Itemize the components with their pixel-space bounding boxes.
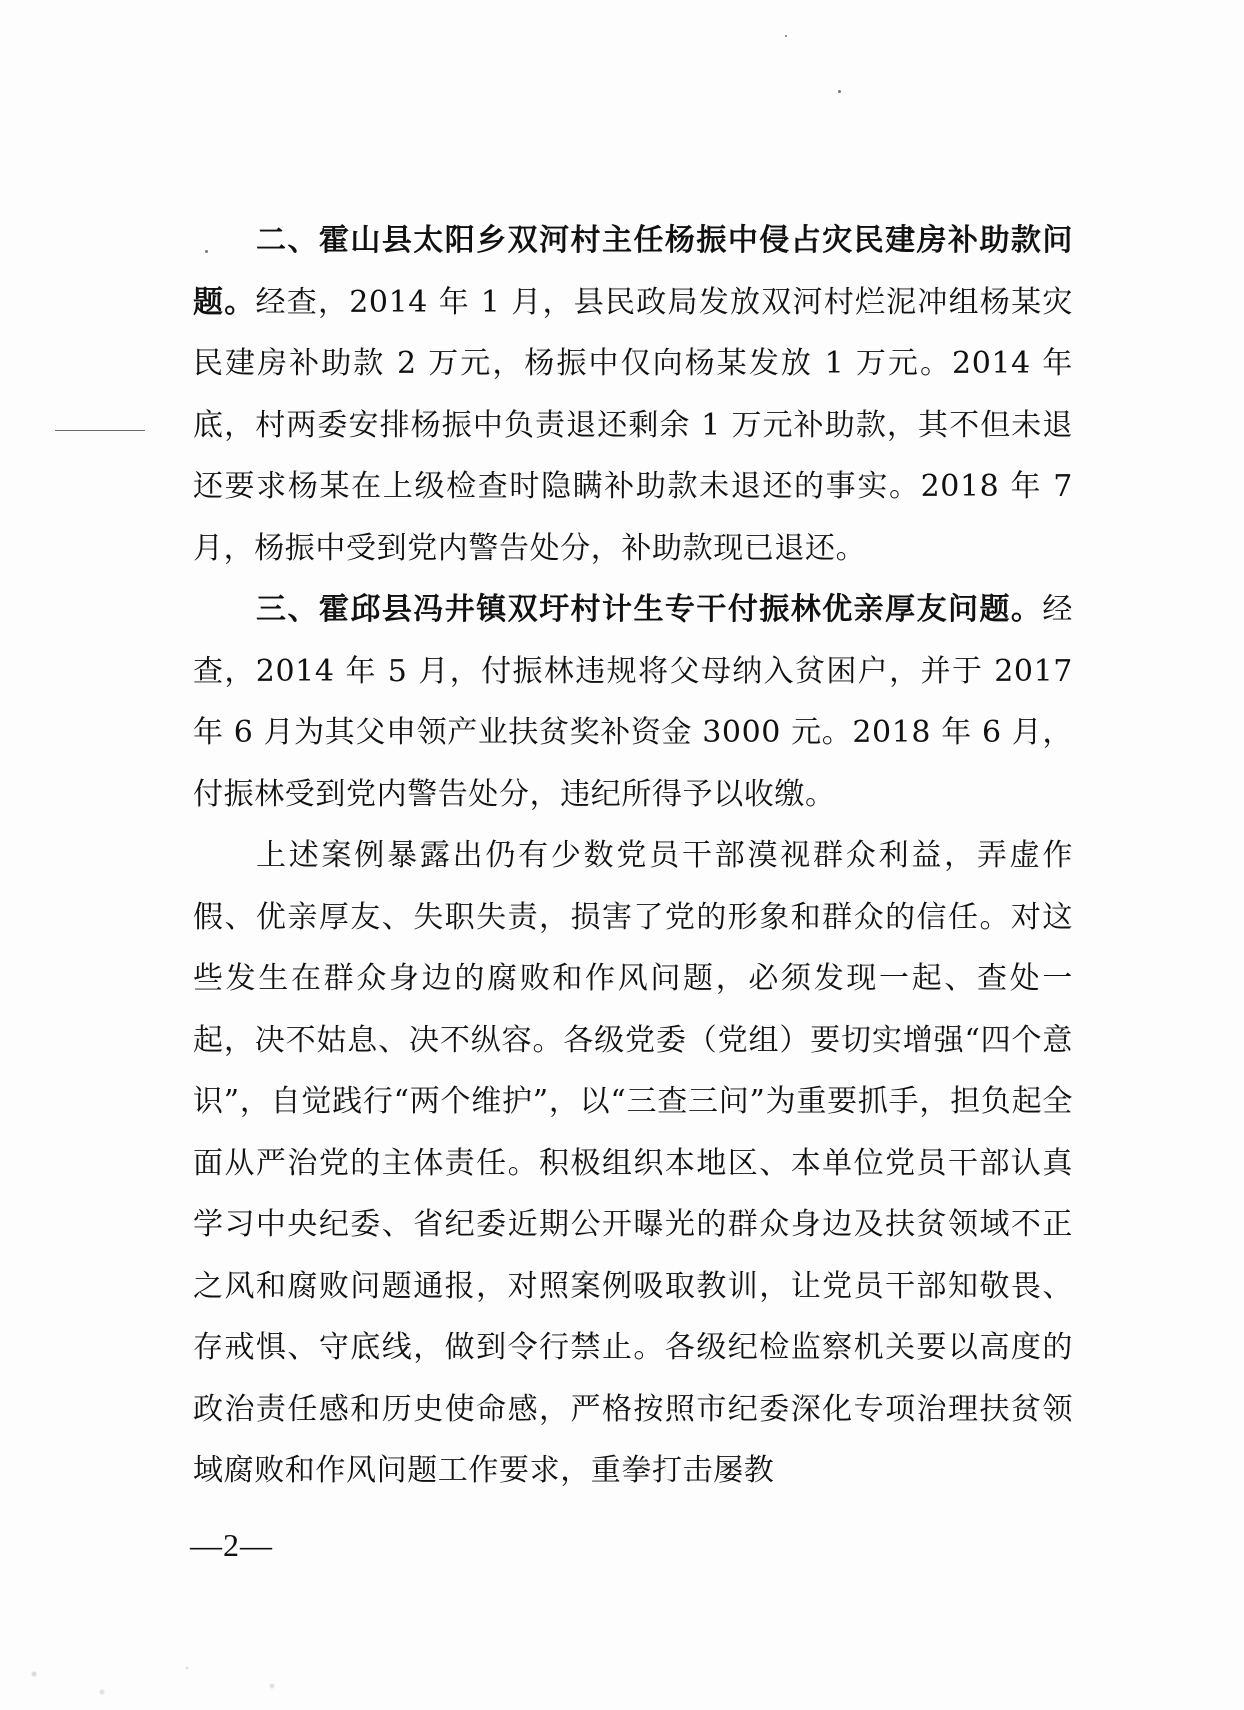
scan-artifact-noise [0, 1650, 340, 1710]
scan-artifact-line [55, 430, 145, 431]
paragraph-body: 经查，2014 年 5 月，付振林违规将父母纳入贫困户，并于 2017 年 6 月为其父申领产业扶贫奖补资金 3000 元。2018 年 6 月，付振林受到党内警告处分，违纪所得予以收缴。 [193, 592, 1073, 812]
body-text [193, 210, 1073, 1502]
page-number: —2— [190, 1527, 273, 1563]
scan-artifact-dot [785, 35, 787, 37]
paragraph-summary [193, 825, 1073, 1502]
scan-artifact-dot [838, 90, 841, 93]
paragraph-heading: 二、霍山县太阳乡双河村主任杨振中侵占灾民建房补助款问题。 [193, 223, 1073, 320]
paragraph-body: 上述案例暴露出仍有少数党员干部漠视群众利益，弄虚作假、优亲厚友、失职失责，损害了党的形象和群众的信任。对这些发生在群众身边的腐败和作风问题，必须发现一起、查处一起，决不姑息、决不纵容。各级党委（党组）要切实增强“四个意识”，自觉践行“两个维护”，以“三查三问”为重要抓手，担负起全面从严治党的主体责任。积极组织本地区、本单位党员干部认真学习中央纪委、省纪委近期公开曝光的群众身边及扶贫领域不正之风和腐败问题通报，对照案例吸取教训，让党员干部知敬畏、存戒惧、守底线，做到令行禁止。各级纪检监察机关要以高度的政治责任感和历史使命感，严格按照市纪委深化专项治理扶贫领域腐败和作风问题工作要求，重拳打击屡教 [193, 838, 1073, 1488]
paragraph-body: 经查，2014 年 1 月，县民政局发放双河村烂泥冲组杨某灾民建房补助款 2 万元，杨振中仅向杨某发放 1 万元。2014 年底，村两委安排杨振中负责退还剩余 1 万元补助款，其不但未退还要求杨某在上级检查时隐瞒补助款未退还的事实。2018 年 7 月，杨振中受到党内警告处分，补助款现已退还。 [193, 284, 1074, 566]
paragraph-case-three [193, 579, 1073, 825]
paragraph-case-two [193, 210, 1073, 579]
paragraph-heading: 三、霍邱县冯井镇双圩村计生专干付振林优亲厚友问题。 [256, 592, 1043, 627]
